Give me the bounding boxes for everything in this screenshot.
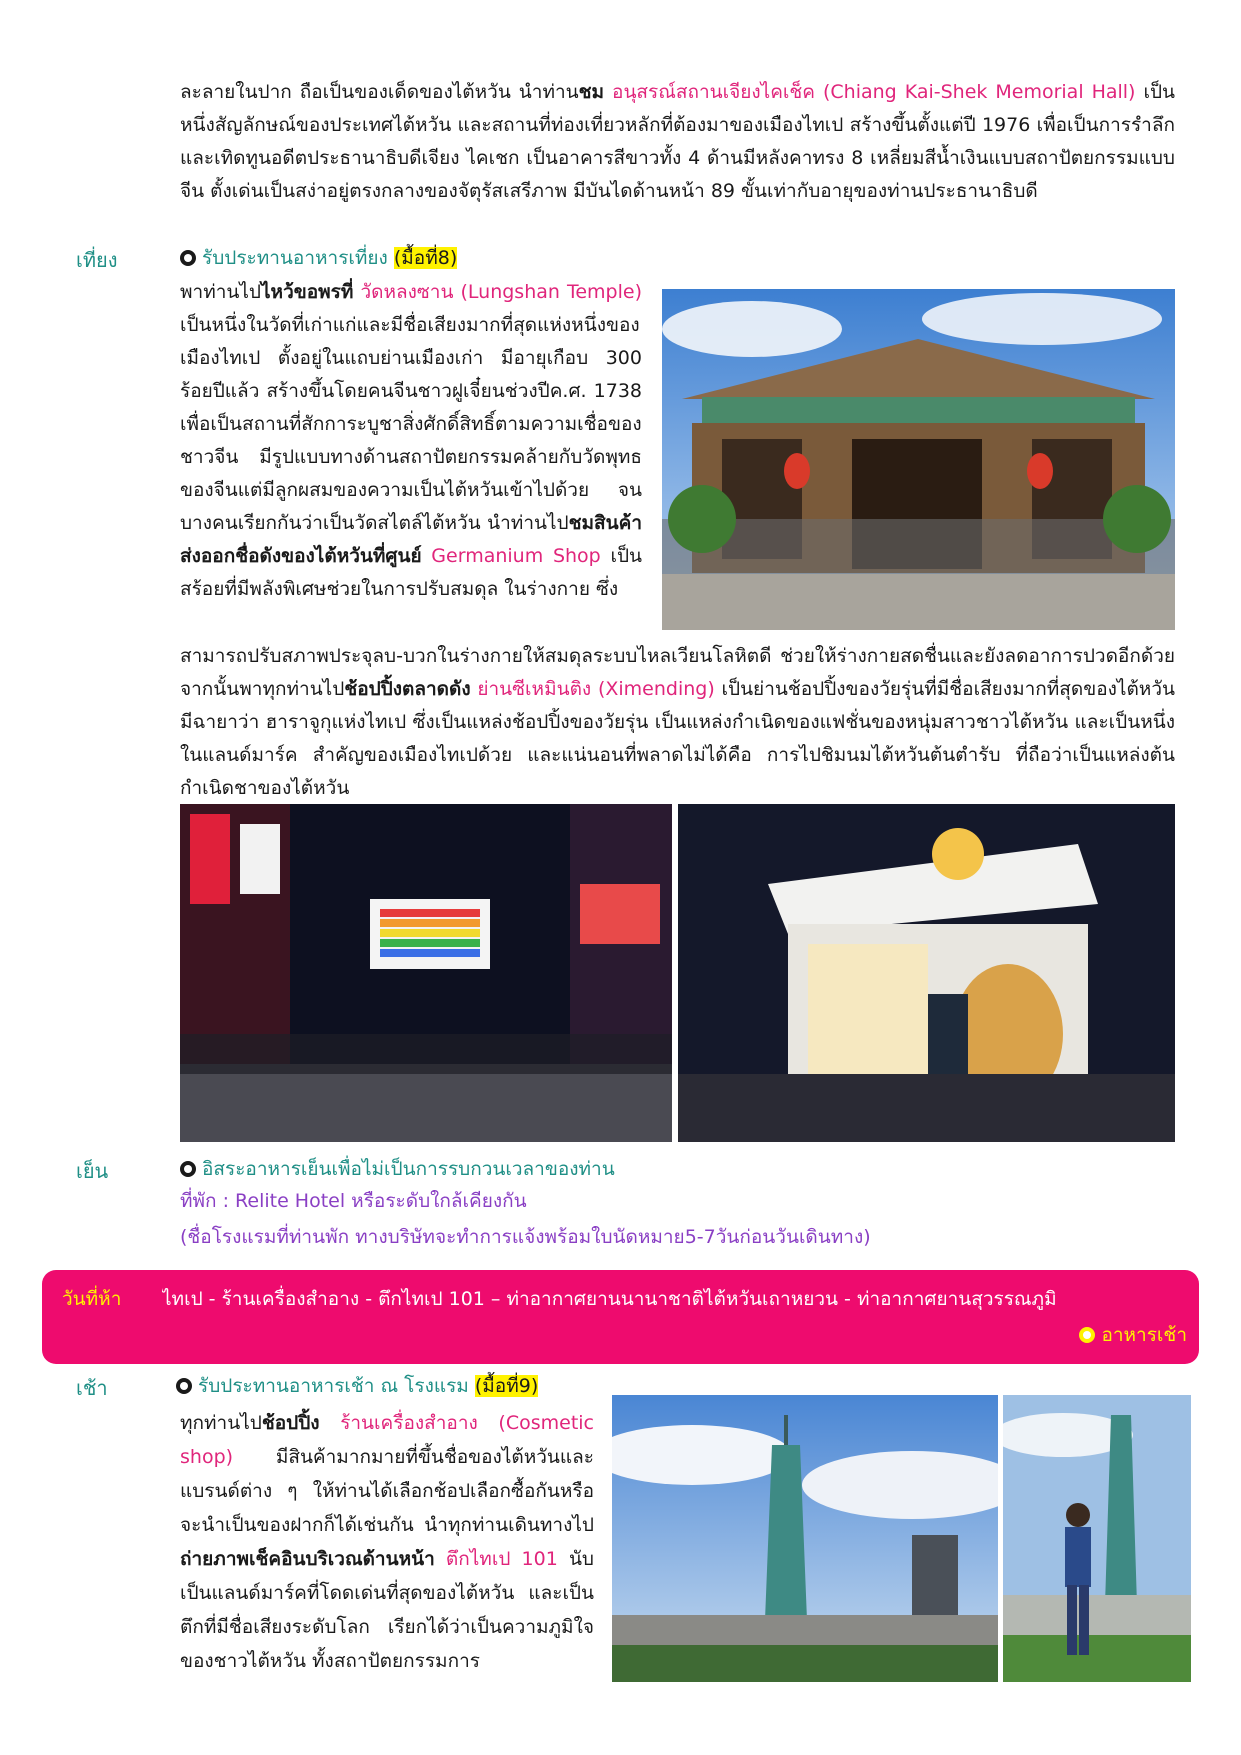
ximending-street-photo — [180, 804, 672, 1142]
day-route: ไทเป - ร้านเครื่องสำอาง - ตึกไทเป 101 – ท่าอากาศยานนานาชาติไต้หวันเถาหยวน - ท่าอากาศยานสุวรรณภูมิ — [162, 1288, 1057, 1310]
hotel-line: ที่พัก : Relite Hotel หรือระดับใกล้เคียงกัน — [180, 1190, 527, 1212]
dish-icon — [180, 250, 196, 266]
meal-number-badge: (มื้อที่8) — [393, 247, 458, 269]
taipei-101-portrait-photo — [1003, 1395, 1191, 1682]
morning-label: เช้า — [76, 1376, 108, 1400]
meal-number-badge: (มื้อที่9) — [474, 1375, 539, 1397]
dish-icon — [176, 1378, 192, 1394]
lungshan-temple-photo — [662, 289, 1175, 630]
intro-paragraph: ละลายในปาก ถือเป็นของเด็ดของไต้หวัน นำท่านชม อนุสรณ์สถานเจียงไคเช็ค (Chiang Kai-Shek Memorial Hall) เป็นหนึ่งสัญลักษณ์ของประเทศไต้หวัน และสถานที่ท่องเที่ยวหลักที่ต้องมาของเมืองไทเป สร้างขึ้นตั้งแต่ปี 1976 เพื่อเป็นการรำลึกและเทิดทูนอดีตประธานาธิบดีเจียง ไคเชก เป็นอาคารสีขาวทั้ง 4 ด้านมีหลังคาทรง 8 เหลี่ยมสีน้ำเงินแบบสถาปัตยกรรมแบบจีน ตั้งเด่นเป็นสง่าอยู่ตรงกลางของจัตุรัสเสรีภาพ มีบันไดด้านหน้า 89 ขั้นเท่ากับอายุของท่านประธานาธิบดี — [180, 81, 1175, 202]
lunch-paragraph-full: สามารถปรับสภาพประจุลบ-บวกในร่างกายให้สมดุลระบบไหลเวียนโลหิตดี ช่วยให้ร่างกายสดชื่นและยังลดอาการปวดอีกด้วย จากนั้นพาทุกท่านไปช้อปปิ้งตลาดดัง ย่านซีเหมินติง (Ximending) เป็นย่านช้อปปิ้งของวัยรุ่นที่มีชื่อเสียงมากที่สุดของไต้หวัน มีฉายาว่า ฮาราจูกุแห่งไทเป ซึ่งเป็นแหล่งช้อปปิ้งของวัยรุ่น เป็นแหล่งกำเนิดของแฟชั่นของหนุ่มสาวชาวไต้หวัน และเป็นหนึ่งในแลนด์มาร์ค สำคัญของเมืองไทเปด้วย และแน่นอนที่พลาดไม่ได้คือ การไปชิมนมไต้หวันต้นตำรับ ที่ถือว่าเป็นแหล่งต้นกำเนิดชาของไต้หวัน — [180, 645, 1175, 799]
morning-meal-line: รับประทานอาหารเช้า ณ โรงแรม (มื้อที่9) — [176, 1371, 538, 1401]
lunch-label: เที่ยง — [76, 248, 118, 272]
lungshan-temple-link: วัดหลงซาน (Lungshan Temple) — [353, 281, 642, 303]
ximending-link: ย่านซีเหมินติง (Ximending) — [470, 678, 715, 700]
day-five-banner — [42, 1270, 1199, 1364]
dinner-meal-line: อิสระอาหารเย็นเพื่อไม่เป็นการรบกวนเวลาของท่าน — [180, 1154, 615, 1184]
chiang-kai-shek-link: อนุสรณ์สถานเจียงไคเช็ค (Chiang Kai-Shek Memorial Hall) — [604, 81, 1136, 103]
dish-icon — [1079, 1327, 1095, 1343]
dinner-label: เย็น — [76, 1159, 109, 1183]
germanium-shop-link: Germanium Shop — [421, 545, 601, 567]
morning-paragraph: ทุกท่านไปช้อปปิ้ง ร้านเครื่องสำอาง (Cosmetic shop) มีสินค้ามากมายที่ขึ้นชื่อของไต้หวันและแบรนด์ต่าง ๆ ให้ท่านได้เลือกช้อปเลือกซื้อกันหรือจะนำเป็นของฝากก็ได้เช่นกัน นำทุกท่านเดินทางไปถ่ายภาพเช็คอินบริเวณด้านหน้า ตึกไทเป 101 นับเป็นแลนด์มาร์คที่โดดเด่นที่สุดของไต้หวัน และเป็นตึกที่มีชื่อเสียงระดับโลก เรียกได้ว่าเป็นความภูมิใจของชาวไต้หวัน ทั้งสถาปัตยกรรมการ — [180, 1412, 594, 1672]
lunch-meal-line: รับประทานอาหารเที่ยง (มื้อที่8) — [180, 243, 457, 273]
day-number: วันที่ห้า — [62, 1288, 122, 1310]
day-meals: อาหารเช้า — [1079, 1320, 1187, 1350]
hotel-note: (ชื่อโรงแรมที่ท่านพัก ทางบริษัทจะทำการแจ้งพร้อมใบนัดหมาย5-7วันก่อนวันเดินทาง) — [180, 1226, 871, 1248]
taipei-101-skyline-photo — [612, 1395, 998, 1682]
dish-icon — [180, 1161, 196, 1177]
bubble-tea-shop-photo — [678, 804, 1175, 1142]
taipei-101-link: ตึกไทเป 101 — [434, 1548, 558, 1570]
lunch-paragraph-column: พาท่านไปไหว้ขอพรที่ วัดหลงซาน (Lungshan Temple) เป็นหนึ่งในวัดที่เก่าแก่และมีชื่อเสียงมากที่สุดแห่งหนึ่งของเมืองไทเป ตั้งอยู่ในแถบย่านเมืองเก่า มีอายุเกือบ 300 ร้อยปีแล้ว สร้างขึ้นโดยคนจีนชาวฝูเจี๋ยนช่วงปีค.ศ. 1738 เพื่อเป็นสถานที่สักการะบูชาสิ่งศักดิ์สิทธิ์ตามความเชื่อของชาวจีน มีรูปแบบทางด้านสถาปัตยกรรมคล้ายกับวัดพุทธของจีนแต่มีลูกผสมของความเป็นไต้หวันเข้าไปด้วย จนบางคนเรียกกันว่าเป็นวัดสไตล์ไต้หวัน นำท่านไปชมสินค้าส่งออกชื่อดังของไต้หวันที่ศูนย์ Germanium Shop เป็นสร้อยที่มีพลังพิเศษช่วยในการปรับสมดุล ในร่างกาย ซึ่ง — [180, 281, 642, 600]
cosmetic-shop-link: ร้านเครื่องสำอาง (Cosmetic shop) — [180, 1412, 594, 1468]
intro-bold: ชม — [578, 81, 605, 103]
